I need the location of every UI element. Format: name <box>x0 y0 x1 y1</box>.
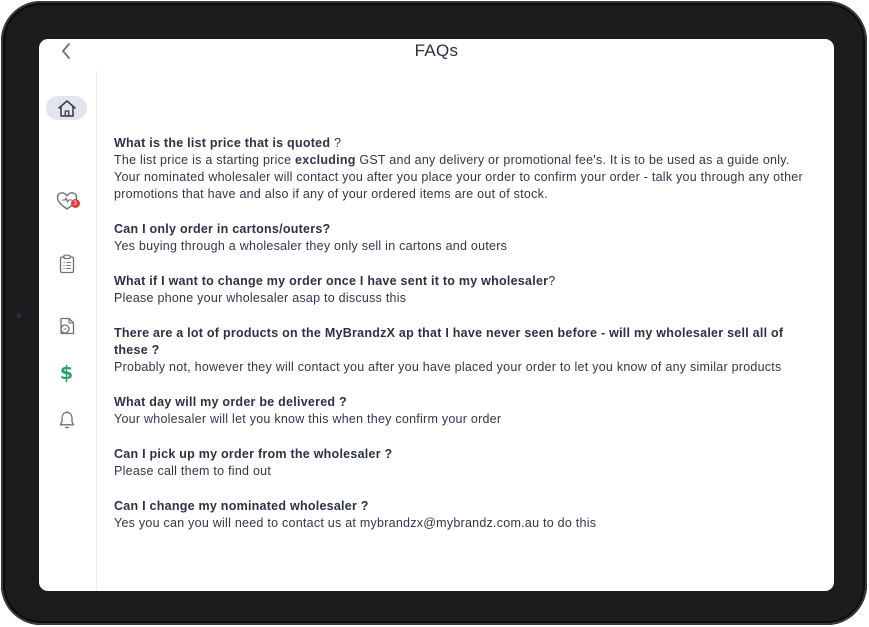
sidebar <box>39 71 97 591</box>
heart-icon <box>56 191 78 211</box>
sidebar-item-notifications[interactable] <box>46 408 87 432</box>
bell-icon <box>58 410 76 430</box>
faq-answer: Yes buying through a wholesaler they only sell in cartons and outers <box>114 239 508 253</box>
home-icon <box>57 99 77 118</box>
sidebar-item-catalogue[interactable] <box>46 314 87 338</box>
sidebar-item-favourites[interactable] <box>46 189 87 213</box>
faq-item <box>114 446 819 480</box>
faq-item <box>114 498 819 532</box>
clipboard-icon <box>58 254 76 274</box>
sidebar-item-home[interactable] <box>46 96 87 120</box>
sidebar-item-pricing[interactable] <box>46 361 87 385</box>
faq-question: Can I change my nominated wholesaler ? <box>114 499 369 513</box>
faq-item <box>114 135 819 203</box>
sidebar-item-orders[interactable] <box>46 252 87 276</box>
faq-item <box>114 273 819 307</box>
faq-item <box>114 325 819 376</box>
faq-question: Can I only order in cartons/outers? <box>114 222 331 236</box>
app-screen <box>39 39 834 591</box>
page-title: FAQs <box>414 41 459 60</box>
faq-answer: Probably not, however they will contact you after you have placed your order to let you know of any similar products <box>114 360 782 374</box>
faq-answer: Please phone your wholesaler asap to discuss this <box>114 291 407 305</box>
favourites-badge: 3 <box>71 199 80 208</box>
faq-list <box>114 135 819 550</box>
faq-question: There are a lot of products on the MyBrandzX ap that I have never seen before - will my wholesaler sell all of these ? <box>114 326 784 357</box>
faq-question: What day will my order be delivered ? <box>114 395 347 409</box>
faq-question: What if I want to change my order once I have sent it to my wholesaler? <box>114 274 556 288</box>
faq-answer: The list price is a starting price excluding GST and any delivery or promotional fee's. It is to be used as a guide only. Your nominated wholesaler will contact you after you place your order to confirm your order - talk you through any other promotions that have and also if any of your ordered items are out of stock. <box>114 153 803 201</box>
faq-answer: Your wholesaler will let you know this when they confirm your order <box>114 412 502 426</box>
faq-item <box>114 221 819 255</box>
tablet-frame <box>1 1 867 625</box>
faq-answer: Yes you can you will need to contact us at mybrandzx@mybrandz.com.au to do this <box>114 516 597 530</box>
faq-question: Can I pick up my order from the wholesaler ? <box>114 447 393 461</box>
top-bar <box>39 39 834 69</box>
document-search-icon <box>57 316 77 336</box>
camera-dot <box>17 313 21 318</box>
dollar-icon: $ <box>59 361 74 384</box>
emphasis-text: excluding <box>295 153 356 167</box>
faq-answer: Please call them to find out <box>114 464 272 478</box>
faq-question: What is the list price that is quoted ? <box>114 136 342 150</box>
faq-item <box>114 394 819 428</box>
